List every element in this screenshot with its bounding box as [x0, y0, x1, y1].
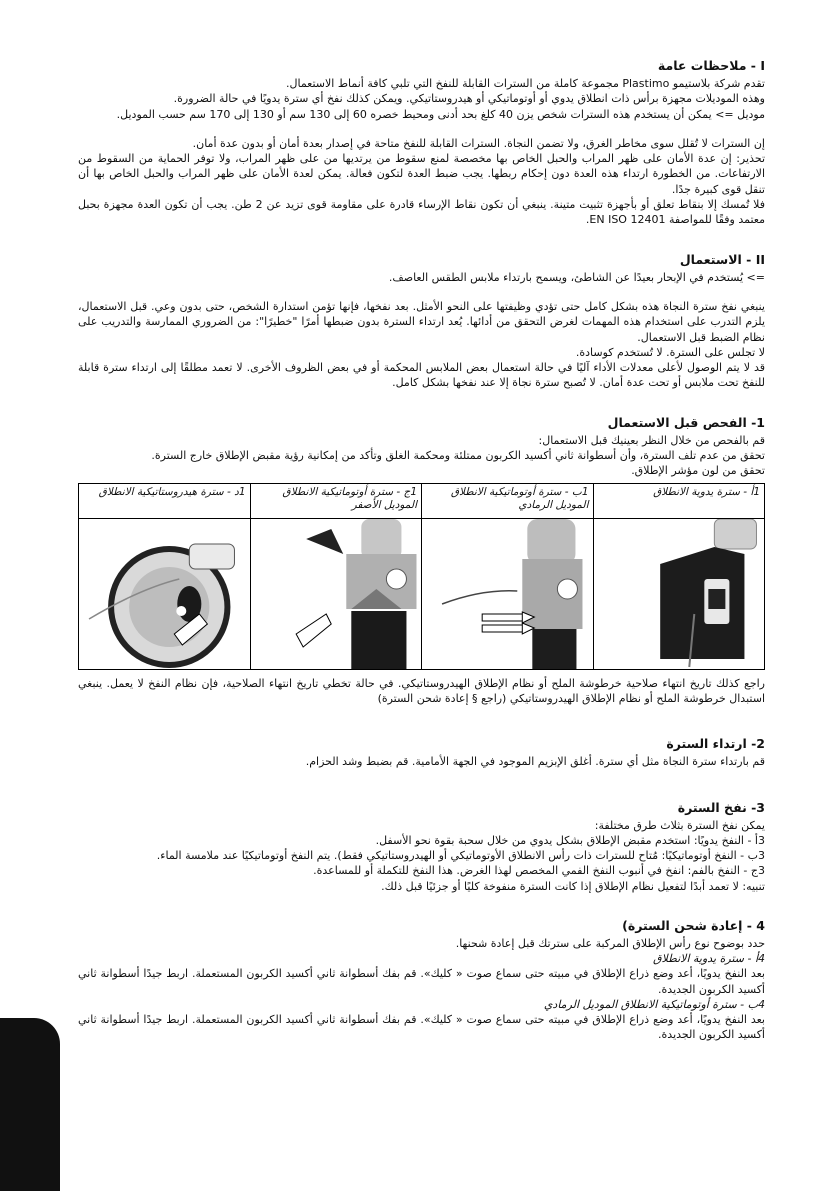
figure-table: [78, 483, 765, 670]
paragraph: بعد النفخ يدويًا، أعد وضع ذراع الإطلاق في مبيته حتى سماع صوت « كليك». قم بفك أسطوانة ثاني أكسيد الكربون المستعملة. اربط جيدًا أسطوانة ثاني أكسيد الكربون الجديدة.: [78, 967, 765, 996]
section-wearing: [78, 736, 765, 769]
paragraph: بعد النفخ يدويًا، أعد وضع ذراع الإطلاق في مبيته حتى سماع صوت « كليك». قم بفك أسطوانة ثاني أكسيد الكربون المستعملة. اربط جيدًا أسطوانة ثاني أكسيد الكربون الجديدة.: [78, 1012, 765, 1042]
manual-release-head-illustration: [593, 518, 765, 669]
paragraph: تنبيه: لا تعمد أبدًا لتفعيل نظام الإطلاق إذا كانت السترة منفوخة كليًا أو جزئيًا قبل ذلك.: [381, 879, 765, 893]
figure-caption: 1ب - سترة أوتوماتيكية الانطلاق الموديل الرمادي: [422, 483, 594, 518]
section-title: 2- ارتداء السترة: [666, 736, 765, 752]
section-title: 3- نفخ السترة: [677, 799, 765, 815]
section-title: 4 - إعادة شحن السترة): [622, 918, 765, 934]
paragraph: ينبغي نفخ سترة النجاة هذه بشكل كامل حتى تؤدي وظيفتها على النحو الأمثل. بعد نفخها، فإنها تؤمن استدارة الشخص، حتى بدون وعي. قبل الاستعمال، يلزم التدرب على استخدام هذه المهمات لغرض التحقق من أدائها. يُعد ارتداء السترة بدون ضبطها أمرًا "خطيرًا": من الضروري الممارسة والتدريب على نظام الضبط قبل الاستعمال.: [78, 299, 765, 344]
paragraph: تحذير: إن عدة الأمان على ظهر المراب والحبل الخاص بها مخصصة لمنع سقوط من يرتديها من على ظهر المراب، ولا توفر الحماية من السقوط من الارتفاعات. من الخطورة ارتداء هذه العدة دون إحكام ربطها. يجب ضبط العدة لتكون فعالة. يمكن لعدة الأمان على ظهر المراب والحبل الخاص بها أن تنقل قوى كبيرة جدًا.: [78, 152, 765, 196]
figure-caption: 1ج - سترة أوتوماتيكية الانطلاق الموديل الأصفر: [250, 483, 422, 518]
paragraph: => يُستخدم في الإبحار بعيدًا عن الشاطئ، ويسمح بارتداء ملابس الطقس العاصف.: [388, 270, 765, 284]
manual-page: [78, 58, 765, 1043]
paragraph: راجع كذلك تاريخ انتهاء صلاحية خرطوشة الملح أو نظام الإطلاق الهيدروستاتيكي. في حالة تخطي تاريخ انتهاء الصلاحية، فإن نظام النفخ لا يعمل. ينبغي استبدال خرطوشة الملح أو نظام الإطلاق الهيدروستاتيكي (راجع § إعادة شحن السترة): [78, 676, 765, 705]
section-inflation: [78, 800, 765, 894]
paragraph: تحقق من عدم تلف السترة، وأن أسطوانة ثاني أكسيد الكربون ممتلئة ومحكمة الغلق وتأكد من إمكانية رؤية مقبض الإطلاق خارج السترة.: [151, 449, 765, 463]
section-title: II - الاستعمال: [679, 251, 765, 267]
paragraph: 3ج - النفخ بالفم: انفخ في أنبوب النفخ الفمي المخصص لهذا الغرض. هذا النفخ للتكملة أو للمساعدة.: [313, 864, 765, 878]
paragraph: 3أ - النفخ يدويًا: استخدم مقبض الإطلاق بشكل يدوي من خلال سحبة بقوة نحو الأسفل.: [375, 833, 765, 847]
paragraph: يمكن نفخ السترة بثلاث طرق مختلفة:: [594, 818, 765, 832]
page-edge-tab: [0, 1018, 60, 1191]
paragraph: قم بارتداء سترة النجاة مثل أي سترة. أغلق الإبزيم الموجود في الجهة الأمامية. قم بضبط وشد الحزام.: [305, 755, 765, 769]
subheading: 4أ - سترة يدوية الانطلاق: [653, 952, 765, 966]
paragraph: تحقق من لون مؤشر الإطلاق.: [631, 464, 765, 478]
automatic-yellow-head-illustration: [250, 518, 422, 669]
section-recharging: [78, 918, 765, 1042]
paragraph: حدد بوضوح نوع رأس الإطلاق المركبة على سترتك قبل إعادة شحنها.: [455, 937, 765, 951]
paragraph: إن السترات لا تُقلل سوى مخاطر الغرق، ولا تضمن النجاة. السترات القابلة للنفخ متاحة في إصدار بعدة أمان أو بدون عدة أمان.: [192, 136, 765, 150]
subheading: 4ب - سترة أوتوماتيكية الانطلاق الموديل الرمادي: [543, 997, 765, 1011]
paragraph: فلا تُمسك إلا بنقاط تعلق أو بأجهزة تثبيت متينة. ينبغي أن تكون نقاط الإرساء قادرة على مقاومة قوى تزيد عن 2 طن. يجب أن تكون العدة مجهزة بحبل معتمد وفقًا للمواصفة EN ISO 12401.: [78, 198, 765, 227]
paragraph: وهذه الموديلات مجهزة برأس ذات انطلاق يدوي أو أوتوماتيكي أو هيدروستاتيكي. ويمكن كذلك نفخ أي سترة يدويًا في حالة الضرورة.: [173, 92, 765, 106]
section-usage: [78, 252, 765, 391]
paragraph: قم بالفحص من خلال النظر بعينيك قبل الاستعمال:: [538, 433, 765, 447]
section-general-notes: [78, 58, 765, 228]
section-title: I - ملاحظات عامة: [657, 58, 765, 73]
automatic-grey-head-illustration: [422, 518, 594, 669]
paragraph: 3ب - النفخ أوتوماتيكيًا: مُتاح للسترات ذات رأس الانطلاق الأوتوماتيكي أو الهيدروستاتيكي فقط). يتم النفخ أوتوماتيكيًا عند ملامسة الماء.: [156, 849, 765, 863]
paragraph: لا تجلس على السترة. لا تُستخدم كوسادة.: [575, 345, 765, 359]
paragraph: تقدم شركة بلاستيمو Plastimo مجموعة كاملة من السترات القابلة للنفخ التي تلبي كافة أنماط الاستعمال.: [285, 77, 765, 90]
hydrostatic-head-illustration: [79, 518, 251, 669]
figure-caption: 1د - سترة هيدروستاتيكية الانطلاق: [79, 483, 251, 518]
paragraph: موديل => يمكن أن يستخدم هذه السترات شخص يزن 40 كلغ بحد أدنى ومحيط خصره 60 إلى 130 سم أو 130 إلى 170 سم حسب الموديل.: [116, 107, 765, 121]
section-title: 1- الفحص قبل الاستعمال: [607, 414, 765, 430]
paragraph: قد لا يتم الوصول لأعلى معدلات الأداء آليًا في حالة استعمال بعض الملابس المحكمة أو في بعض الظروف الأخرى. لا تعمد مطلقًا إلى ارتداء سترة قابلة للنفخ تحت ملابس أو تحت عدة أمان. لا تُصبح سترة نجاة إلا عند نفخها بشكل كامل.: [78, 361, 765, 390]
section-pre-use-check: [78, 415, 765, 706]
figure-caption: 1أ - سترة يدوية الانطلاق: [593, 483, 765, 518]
